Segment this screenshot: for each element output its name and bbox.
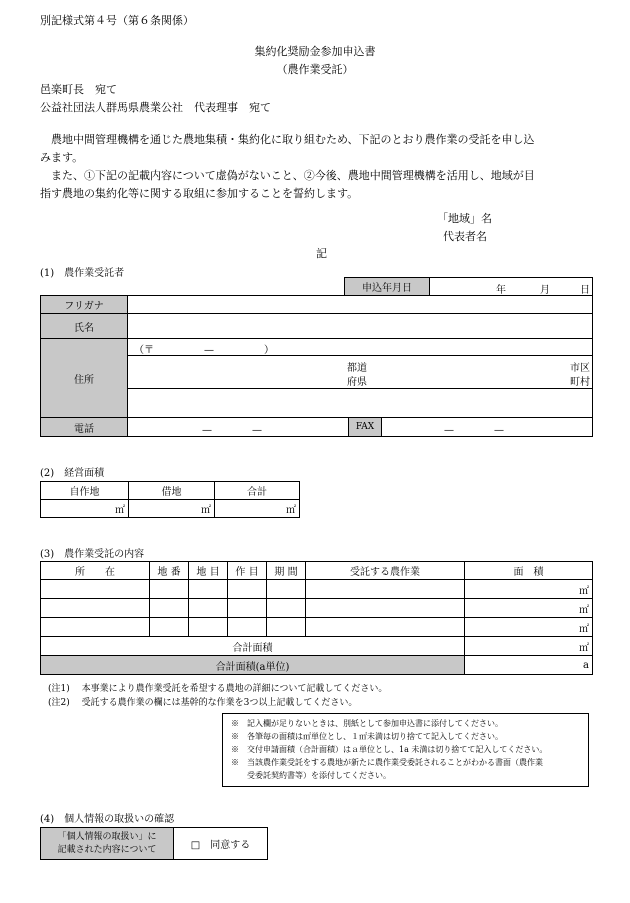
applicant-table <box>40 295 593 437</box>
area-cell[interactable]: ㎡ <box>465 599 593 618</box>
own-land-header: 自作地 <box>41 482 129 500</box>
land-type-cell[interactable] <box>189 599 228 618</box>
leased-land-field[interactable]: ㎡ <box>129 500 215 518</box>
address-field[interactable] <box>128 339 593 418</box>
form-id: 別記様式第４号（第６条関係） <box>40 14 194 27</box>
fuken-label: 府県 <box>347 377 367 388</box>
furigana-field[interactable] <box>128 296 593 314</box>
land-type-cell[interactable] <box>189 618 228 637</box>
recipient-town: 邑楽町長 宛て <box>40 83 117 96</box>
region-name-label: 「地域」名 <box>437 212 492 225</box>
work-header: 受託する農作業 <box>306 562 465 580</box>
total-area-a-label: 合計面積(a単位) <box>41 656 465 675</box>
para1-line2: みます。 <box>40 151 84 164</box>
total-field[interactable]: ㎡ <box>215 500 300 518</box>
crop-header: 作 目 <box>228 562 267 580</box>
note-2: (注2) 受託する農作業の欄には基幹的な作業を3つ以上記載してください。 <box>48 698 358 708</box>
name-label: 氏名 <box>41 314 128 339</box>
furigana-label: フリガナ <box>41 296 128 314</box>
privacy-label-cell <box>41 828 174 860</box>
lot-header: 地 番 <box>150 562 189 580</box>
location-cell[interactable] <box>41 580 150 599</box>
choson-label: 町村 <box>570 377 590 388</box>
management-area-table <box>40 481 300 518</box>
notes-box <box>222 713 589 787</box>
section3-heading: (3) 農作業受託の内容 <box>40 549 145 560</box>
land-type-header: 地 目 <box>189 562 228 580</box>
section1-heading: (1) 農作業受託者 <box>40 268 125 279</box>
notes-line-3: ※ 交付申請面積（合計面積）はａ単位とし、1a 未満は切り捨てて記入してください。 <box>231 745 548 754</box>
period-header: 期 間 <box>267 562 306 580</box>
representative-label: 代表者名 <box>443 230 487 243</box>
land-type-cell[interactable] <box>189 580 228 599</box>
agree-checkbox[interactable]: □ 同意する <box>174 828 268 860</box>
lot-cell[interactable] <box>150 618 189 637</box>
work-cell[interactable] <box>306 599 465 618</box>
fax-field[interactable]: — — <box>444 425 504 436</box>
phone-field[interactable]: — — <box>202 425 262 436</box>
table-row <box>41 618 593 637</box>
area-header: 面 積 <box>465 562 593 580</box>
leased-land-header: 借地 <box>129 482 215 500</box>
para1-line1: 農地中間管理機構を通じた農地集積・集約化に取り組むため、下記のとおり農作業の受託を申し込 <box>40 133 535 146</box>
phone-label: 電話 <box>41 418 128 437</box>
lot-cell[interactable] <box>150 599 189 618</box>
section4-heading: (4) 個人情報の取扱いの確認 <box>40 814 175 825</box>
total-area-field[interactable]: ㎡ <box>465 637 593 656</box>
month-label: 月 <box>540 284 550 296</box>
para2-line1: また、①下記の記載内容について虚偽がないこと、②今後、農地中間管理機構を活用し、地域が目 <box>40 169 535 182</box>
recipient-corp: 公益社団法人群馬県農業公社 代表理事 宛て <box>40 101 271 114</box>
shiku-label: 市区 <box>570 363 590 374</box>
crop-cell[interactable] <box>228 580 267 599</box>
notes-line-1: ※ 記入欄が足りないときは、別紙として参加申込書に添付してください。 <box>231 719 503 728</box>
privacy-label-line2: 記載された内容について <box>57 844 157 855</box>
fax-label: FAX <box>348 418 382 436</box>
name-field[interactable] <box>128 314 593 339</box>
area-cell[interactable]: ㎡ <box>465 580 593 599</box>
total-header: 合計 <box>215 482 300 500</box>
date-label: 申込年月日 <box>345 278 430 296</box>
lot-cell[interactable] <box>150 580 189 599</box>
note-1: (注1) 本事業により農作業受託を希望する農地の詳細について記載してください。 <box>48 684 388 694</box>
date-field[interactable] <box>430 278 593 296</box>
para2-line2: 指す農地の集約化等に関する取組に参加することを誓約します。 <box>40 187 359 200</box>
crop-cell[interactable] <box>228 599 267 618</box>
period-cell[interactable] <box>267 618 306 637</box>
work-cell[interactable] <box>306 580 465 599</box>
crop-cell[interactable] <box>228 618 267 637</box>
area-cell[interactable]: ㎡ <box>465 618 593 637</box>
ki-label: 記 <box>316 247 327 260</box>
day-label: 日 <box>580 284 590 296</box>
period-cell[interactable] <box>267 580 306 599</box>
address-label: 住所 <box>41 339 128 418</box>
notes-line-2: ※ 各筆毎の面積は㎡単位とし、１㎡未満は切り捨てて記入してください。 <box>231 732 503 741</box>
phone-row <box>128 418 593 437</box>
location-cell[interactable] <box>41 618 150 637</box>
privacy-label-line1: 「個人情報の取扱い」に <box>57 831 157 842</box>
year-label: 年 <box>496 284 506 296</box>
privacy-table <box>40 827 268 860</box>
own-land-field[interactable]: ㎡ <box>41 500 129 518</box>
work-cell[interactable] <box>306 618 465 637</box>
date-table <box>344 277 593 296</box>
table-row <box>41 580 593 599</box>
section2-heading: (2) 経営面積 <box>40 468 105 479</box>
form-title: 集約化奨励金参加申込書 <box>254 45 376 58</box>
total-area-a-field[interactable]: a <box>465 656 593 675</box>
location-cell[interactable] <box>41 599 150 618</box>
postal-code: （〒 — ） <box>134 345 274 356</box>
todo-label: 都道 <box>347 363 367 374</box>
total-area-label: 合計面積 <box>41 637 465 656</box>
notes-line-5: 受委託契約書等）を添付してください。 <box>231 771 391 780</box>
notes-line-4: ※ 当該農作業受託をする農地が新たに農作業受委託されることがわかる書面（農作業 <box>231 758 543 767</box>
contract-table <box>40 561 593 675</box>
period-cell[interactable] <box>267 599 306 618</box>
table-row <box>41 599 593 618</box>
location-header: 所 在 <box>41 562 150 580</box>
form-subtitle: （農作業受託） <box>276 63 354 76</box>
